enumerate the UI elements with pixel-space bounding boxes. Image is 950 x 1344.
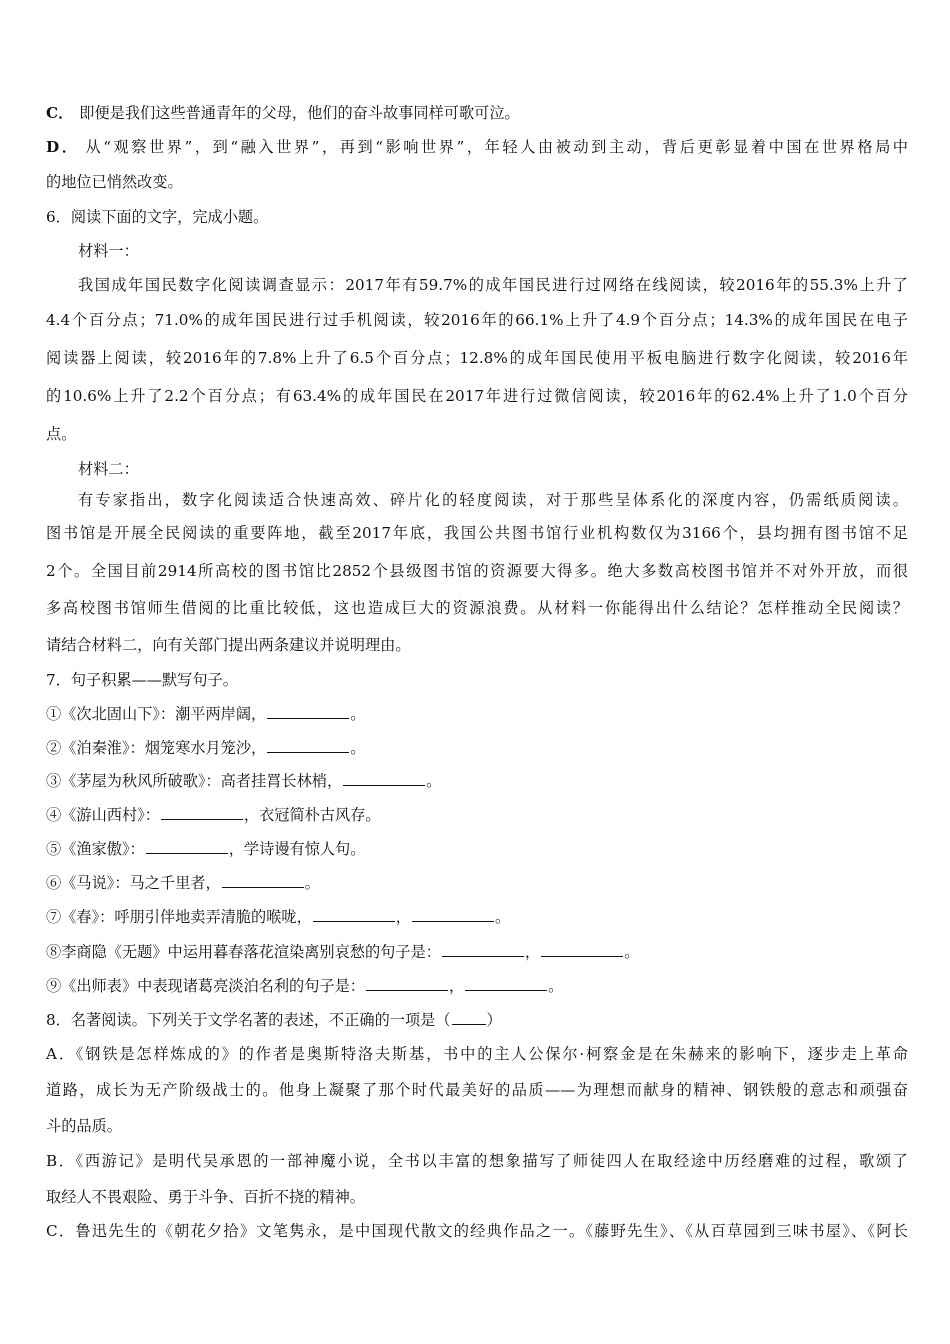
answer-blank[interactable] [222, 873, 304, 888]
q8-option-c-line1: C．鲁迅先生的《朝花夕拾》文笔隽永，是中国现代散文的经典作品之一。《藤野先生》、《从百草园到三味书屋》、《阿长 [46, 1222, 908, 1240]
answer-blank[interactable] [465, 976, 547, 991]
item-text: ⑨《出师表》中表现诸葛亮淡泊名利的句子是： [46, 977, 365, 995]
answer-blank[interactable] [343, 771, 425, 786]
answer-blank[interactable] [313, 907, 395, 922]
answer-blank[interactable] [267, 704, 349, 719]
material2-line-4: 多高校图书馆师生借阅的比重比较低，这也造成巨大的资源浪费。从材料一你能得出什么结论？怎样推动全民阅读？ [46, 599, 908, 617]
q7-item-6 [46, 873, 908, 893]
item-end: 。 [350, 705, 366, 723]
answer-blank[interactable] [541, 942, 623, 957]
item-text: ⑥《马说》：马之千里者， [46, 874, 221, 892]
material2-label: 材料二： [78, 460, 139, 478]
item-mid: ， [524, 943, 541, 961]
item-end: 。 [624, 943, 640, 961]
q7-item-8 [46, 942, 908, 962]
item-text: ④《游山西村》： [46, 806, 160, 824]
item-end: 。 [548, 977, 564, 995]
answer-blank[interactable] [412, 907, 494, 922]
material2-line-3: 2个。全国目前2914所高校的图书馆比2852个县级图书馆的资源要大得多。绝大多数高校图书馆并不对外开放，而很 [46, 562, 908, 580]
q5-option-c [46, 103, 908, 123]
item-end: 。 [304, 874, 320, 892]
material2-line-5: 请结合材料二，向有关部门提出两条建议并说明理由。 [46, 636, 411, 654]
item-text: ②《泊秦淮》：烟笼寒水月笼沙， [46, 739, 267, 757]
item-end: 。 [494, 908, 511, 926]
answer-blank[interactable] [267, 738, 349, 753]
q8-option-b-line2: 取经人不畏艰险、勇于斗争、百折不挠的精神。 [46, 1188, 365, 1206]
q8-option-a-line3: 斗的品质。 [46, 1117, 122, 1135]
item-mid: ，衣冠简朴古风存 [243, 806, 366, 824]
q7-item-5 [46, 839, 908, 859]
item-mid: ，学诗谩有惊人句 [228, 840, 351, 858]
option-text: 从“观察世界”，到“融入世界”，再到“影响世界”，年轻人由被动到主动，背后更彰显着中国在世界格局中 [85, 138, 908, 156]
item-text: ①《次北固山下》：潮平两岸阔， [46, 705, 267, 723]
item-text: ⑤《渔家傲》： [46, 840, 145, 858]
material2-line-1: 有专家指出，数字化阅读适合快速高效、碎片化的轻度阅读，对于那些呈体系化的深度内容，仍需纸质阅读。 [78, 491, 908, 509]
q7-item-9 [46, 976, 908, 996]
material1-line-2: 4.4个百分点；71.0%的成年国民进行过手机阅读，较2016年的66.1%上升了4.9个百分点；14.3%的成年国民在电子 [46, 311, 908, 329]
q6-heading: 6．阅读下面的文字，完成小题。 [46, 208, 269, 226]
q8-heading [46, 1010, 908, 1030]
q7-item-4 [46, 805, 908, 825]
q7-item-7 [46, 907, 908, 927]
q7-heading: 7．句子积累——默写句子。 [46, 671, 238, 689]
option-text: 即便是我们这些普通青年的父母，他们的奋斗故事同样可歌可泣。 [79, 104, 520, 122]
item-text: ⑦《春》：呼朋引伴地卖弄清脆的喉咙， [46, 908, 312, 926]
q7-item-2 [46, 738, 908, 758]
q8-option-a-line1: A．《钢铁是怎样炼成的》的作者是奥斯特洛夫斯基，书中的主人公保尔·柯察金是在朱赫来的影响下，逐步走上革命 [46, 1045, 908, 1063]
answer-blank[interactable] [146, 839, 228, 854]
q8-option-b-line1: B．《西游记》是明代吴承恩的一部神魔小说，全书以丰富的想象描写了师徒四人在取经途中历经磨难的过程，歌颂了 [46, 1152, 908, 1170]
material1-line-4: 的10.6%上升了2.2个百分点；有63.4%的成年国民在2017年进行过微信阅读，较2016年的62.4%上升了1.0个百分 [46, 387, 908, 405]
material1-line-3: 阅读器上阅读，较2016年的7.8%上升了6.5个百分点；12.8%的成年国民使用平板电脑进行数字化阅读，较2016年 [46, 349, 908, 367]
q7-item-3 [46, 771, 908, 791]
item-end: 。 [365, 806, 381, 824]
item-mid: ， [395, 908, 411, 926]
answer-blank[interactable] [161, 805, 243, 820]
material1-line-1: 我国成年国民数字化阅读调查显示：2017年有59.7%的成年国民进行过网络在线阅读，较2016年的55.3%上升了 [78, 276, 908, 294]
answer-blank[interactable] [442, 942, 524, 957]
q7-item-1 [46, 704, 908, 724]
q8-option-a-line2: 道路，成长为无产阶级战士的。他身上凝聚了那个时代最美好的品质——为理想而献身的精神、钢铁般的意志和顽强奋 [46, 1081, 908, 1099]
item-text: ③《茅屋为秋风所破歌》：高者挂罥长林梢， [46, 772, 343, 790]
q5-option-d-line1 [46, 137, 908, 157]
item-end: 。 [350, 840, 366, 858]
material1-line-5: 点。 [46, 425, 77, 443]
item-end: 。 [426, 772, 442, 790]
q8-heading-text: 8．名著阅读。下列关于文学名著的表述，不正确的一项是（ [46, 1011, 451, 1029]
q5-option-d-line2: 的地位已悄然改变。 [46, 173, 183, 191]
answer-blank[interactable] [366, 976, 448, 991]
answer-blank[interactable] [452, 1010, 486, 1025]
material2-line-2: 图书馆是开展全民阅读的重要阵地，截至2017年底，我国公共图书馆行业机构数仅为3166个，县均拥有图书馆不足 [46, 524, 908, 542]
option-label: C． [46, 104, 74, 122]
item-end: 。 [350, 739, 366, 757]
q8-heading-end: ） [486, 1011, 502, 1029]
item-mid: ， [448, 977, 465, 995]
material1-label: 材料一： [78, 242, 139, 260]
option-label: D． [46, 138, 80, 156]
item-text: ⑧李商隐《无题》中运用暮春落花渲染离别哀愁的句子是： [46, 943, 441, 961]
